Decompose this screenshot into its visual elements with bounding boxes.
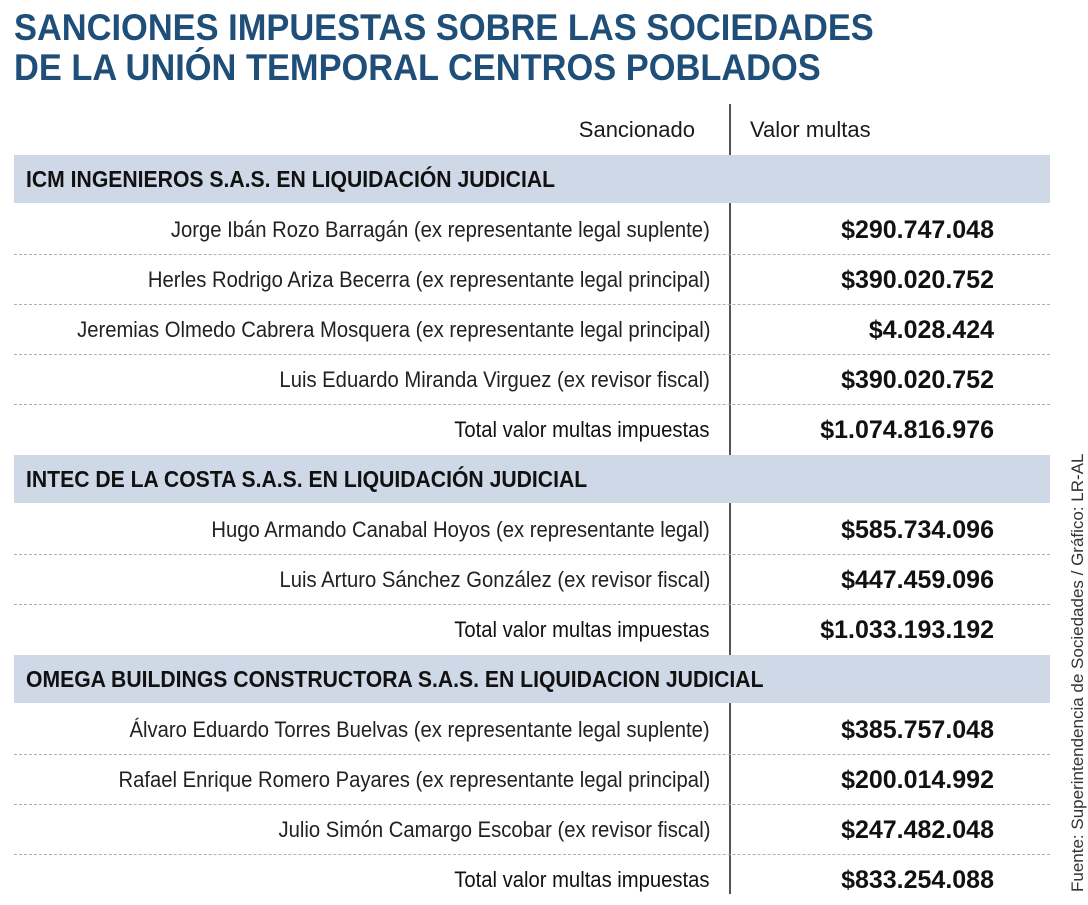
group-label: INTEC DE LA COSTA S.A.S. EN LIQUIDACIÓN JUDICIAL	[26, 466, 588, 492]
total-value: $1.074.816.976	[820, 416, 994, 444]
fine-value: $585.734.096	[841, 516, 994, 544]
sanctioned-name: Julio Simón Camargo Escobar (ex revisor fiscal)	[278, 817, 710, 842]
sanctioned-name: Jorge Ibán Rozo Barragán (ex representante legal suplente)	[171, 217, 710, 242]
sanctioned-name: Luis Eduardo Miranda Virguez (ex revisor fiscal)	[279, 367, 710, 392]
group-label: OMEGA BUILDINGS CONSTRUCTORA S.A.S. EN LIQUIDACION JUDICIAL	[26, 666, 764, 692]
fine-value: $390.020.752	[841, 266, 994, 294]
chart-title-line-2: DE LA UNIÓN TEMPORAL CENTROS POBLADOS	[14, 47, 821, 88]
sanctioned-name: Álvaro Eduardo Torres Buelvas (ex representante legal suplente)	[129, 717, 710, 742]
fine-value: $385.757.048	[841, 716, 994, 744]
fine-value: $390.020.752	[841, 366, 994, 394]
sanctioned-name: Rafael Enrique Romero Payares (ex representante legal principal)	[118, 767, 710, 792]
sanctioned-name: Herles Rodrigo Ariza Becerra (ex representante legal principal)	[147, 267, 710, 292]
column-header-sancionado: Sancionado	[578, 117, 695, 142]
sanctioned-name: Hugo Armando Canabal Hoyos (ex representante legal)	[211, 517, 710, 542]
fine-value: $290.747.048	[841, 216, 994, 244]
fine-value: $200.014.992	[841, 766, 994, 794]
fine-value: $4.028.424	[868, 316, 994, 344]
total-label: Total valor multas impuestas	[454, 617, 710, 642]
sanctioned-name: Luis Arturo Sánchez González (ex revisor fiscal)	[279, 567, 710, 592]
column-header-valor-multas: Valor multas	[750, 117, 871, 142]
fine-value: $247.482.048	[841, 816, 994, 844]
chart-title-line-1: SANCIONES IMPUESTAS SOBRE LAS SOCIEDADES	[14, 7, 874, 48]
chart-title	[14, 8, 981, 88]
total-label: Total valor multas impuestas	[454, 417, 710, 442]
source-credit: Fuente: Superintendencia de Sociedades / Gráfico: LR-AL	[1068, 453, 1087, 892]
total-value: $1.033.193.192	[820, 616, 994, 644]
total-label: Total valor multas impuestas	[454, 867, 710, 892]
group-label: ICM INGENIEROS S.A.S. EN LIQUIDACIÓN JUDICIAL	[26, 166, 556, 192]
sanctioned-name: Jeremias Olmedo Cabrera Mosquera (ex representante legal principal)	[76, 317, 710, 342]
fine-value: $447.459.096	[841, 566, 994, 594]
total-value: $833.254.088	[841, 866, 994, 894]
